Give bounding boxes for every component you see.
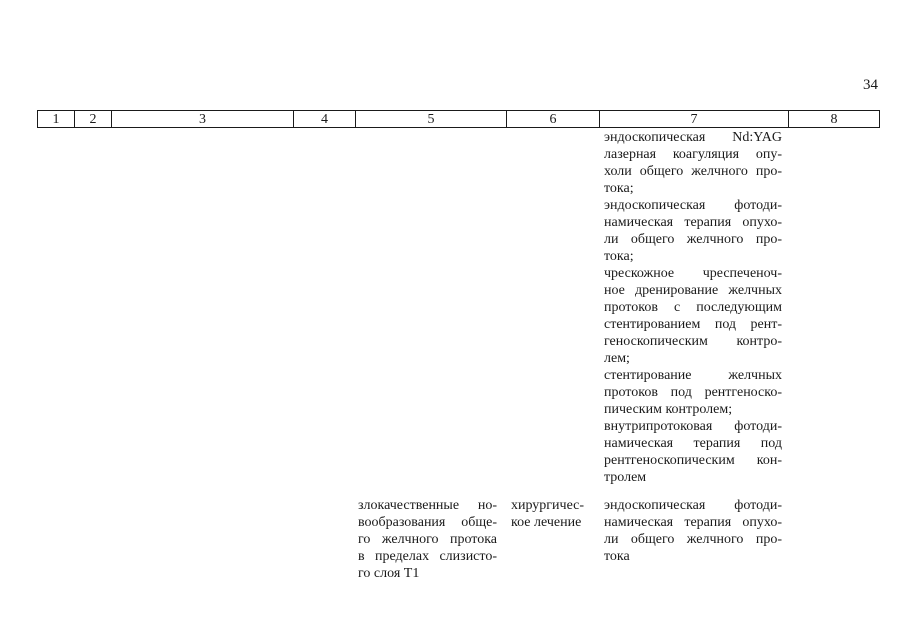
text-line: протоков под рентгеноско- — [604, 385, 782, 400]
text-line: кое лечение — [511, 515, 582, 530]
text-line: го желчного протока — [358, 532, 497, 547]
text-line: намическая терапия под — [604, 436, 782, 451]
text-line: лазерная коагуляция опу- — [604, 147, 782, 162]
column-number-4: 4 — [294, 111, 356, 128]
text-line: тока — [604, 549, 630, 564]
text-line: в пределах слизисто- — [358, 549, 497, 564]
text-line: внутрипротоковая фотоди- — [604, 419, 782, 434]
text-line: ли общего желчного про- — [604, 232, 782, 247]
text-line: тока; — [604, 249, 634, 264]
row2-col5-diagnosis — [358, 497, 497, 582]
page-number: 34 — [863, 77, 878, 93]
column-number-header — [37, 110, 880, 128]
column-number-7: 7 — [600, 111, 789, 128]
text-line: пическим контролем; — [604, 402, 733, 417]
row2-col7-procedure — [604, 497, 782, 565]
text-line: лем; — [604, 351, 630, 366]
column-number-5: 5 — [356, 111, 507, 128]
column-number-3: 3 — [112, 111, 294, 128]
text-line: тока; — [604, 181, 634, 196]
text-line: ное дренирование желчных — [604, 283, 782, 298]
column-number-6: 6 — [507, 111, 600, 128]
column-number-1: 1 — [38, 111, 75, 128]
column-number-8: 8 — [789, 111, 880, 128]
text-line: геноскопическим контро- — [604, 334, 782, 349]
text-line: эндоскопическая Nd:YAG — [604, 130, 782, 145]
text-line: злокачественные но- — [358, 498, 497, 513]
text-line: эндоскопическая фотоди- — [604, 498, 782, 513]
text-line: протоков с последующим — [604, 300, 782, 315]
column-number-2: 2 — [75, 111, 112, 128]
text-line: хирургичес- — [511, 498, 585, 513]
text-line: чрескожное чреспеченоч- — [604, 266, 782, 281]
row2-col6-treatment-type — [511, 497, 591, 531]
text-line: го слоя T1 — [358, 566, 420, 581]
row1-col7-procedures — [604, 129, 782, 486]
text-line: тролем — [604, 470, 647, 485]
text-line: эндоскопическая фотоди- — [604, 198, 782, 213]
text-line: намическая терапия опухо- — [604, 215, 782, 230]
text-line: намическая терапия опухо- — [604, 515, 782, 530]
text-line: холи общего желчного про- — [604, 164, 782, 179]
text-line: стентирование желчных — [604, 368, 782, 383]
text-line: вообразования обще- — [358, 515, 497, 530]
text-line: рентгеноскопическим кон- — [604, 453, 782, 468]
text-line: стентированием под рент- — [604, 317, 782, 332]
text-line: ли общего желчного про- — [604, 532, 782, 547]
